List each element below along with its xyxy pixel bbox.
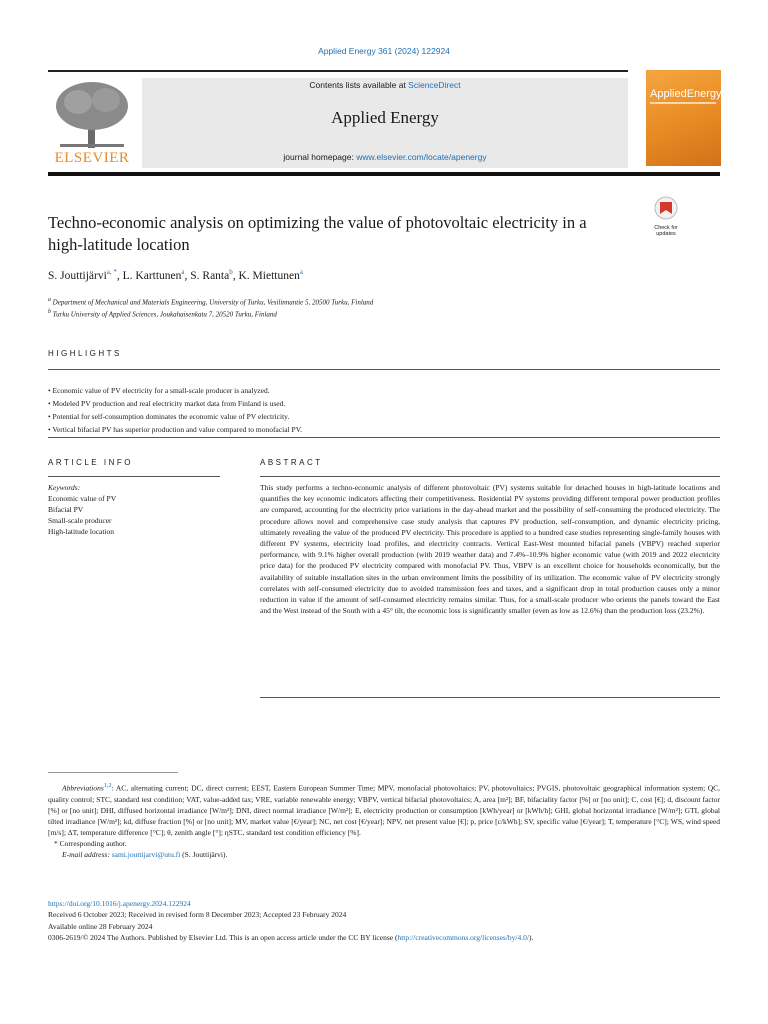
cover-title: AppliedEnergy bbox=[650, 88, 722, 100]
affiliation-item bbox=[48, 307, 373, 319]
article-info-heading: ARTICLE INFO bbox=[48, 458, 133, 467]
email-label: E-mail address: bbox=[62, 849, 112, 859]
abbreviations-text: : AC, alternating current; DC, direct current; EEST, Eastern European Summer Time; MPV, monofacial photovoltaics; PV, photovoltaics; PVGIS, photovoltaic geographical information system; QC, quality control; STC, standard test condition; VAT, value-added tax; VRE, variable renewable energy; VBPV, vertical bifacial photovoltaics; A, area [m²]; BF, bifaciality factor [%] or [no unit]; C, cost [€]; d, discount factor [%] or [no unit]; DHI, diffused horizontal irradiance [W/m²]; DNI, direct normal irradiance [W/m²]; E, electricity production or consumption [kWh/year] or [kWh/h]; GHI, global horizontal irradiance [W/m²]; GTI, global tilted irradiance [W/m²]; kd, diffuse fraction [%] or [no unit]; MV, market value [€/year]; NC, net cost [€/year]; NPV, net present value [€]; p, price [c/kWh]; SV, specific value [€/year]; T, temperature [°C]; WS, wind speed [m/s]; ΔT, temperature difference [°C]; θ, zenith angle [°]; ηSTC, standard test condition efficiency [%]. bbox=[48, 783, 720, 837]
journal-cover[interactable] bbox=[646, 70, 721, 166]
author-list: S. Jouttijärvi$^{a, *}$, L. Karttunen$^a$, S. Ranta$^b$, K. Miettunen$^a$ bbox=[48, 268, 303, 282]
publication-info bbox=[48, 898, 728, 944]
highlight-item: • Modeled PV production and real electricity market data from Finland is used. bbox=[48, 399, 286, 408]
header-top-rule bbox=[48, 70, 628, 72]
highlight-item: • Economic value of PV electricity for a small-scale producer is analyzed. bbox=[48, 386, 270, 395]
header-bottom-rule bbox=[48, 172, 720, 176]
homepage-prefix: journal homepage: bbox=[283, 152, 357, 162]
keywords-block bbox=[48, 482, 116, 537]
abstract-bottom-rule bbox=[260, 697, 720, 698]
keyword-item[interactable]: Economic value of PV bbox=[48, 494, 117, 503]
corresponding-note: * Corresponding author. bbox=[54, 838, 127, 848]
abbreviations-ref[interactable]: 1,2 bbox=[103, 782, 112, 789]
copyright-prefix: 0306-2619/© 2024 The Authors. Published by Elsevier Ltd. This is an open access article under the CC BY license ( bbox=[48, 933, 398, 943]
copyright-line bbox=[48, 932, 728, 943]
contents-prefix: Contents lists available at bbox=[309, 80, 409, 90]
highlight-item: • Potential for self-consumption dominates the economic value of PV electricity. bbox=[48, 412, 290, 421]
journal-homepage-link[interactable]: www.elsevier.com/locate/apenergy bbox=[356, 152, 487, 162]
email-suffix: (S. Jouttijärvi). bbox=[180, 849, 228, 859]
contents-line bbox=[142, 80, 628, 90]
email-note bbox=[48, 849, 720, 860]
footnotes bbox=[48, 780, 720, 860]
license-link[interactable]: http://creativecommons.org/licenses/by/4.0/ bbox=[397, 933, 529, 943]
check-for-updates-badge[interactable] bbox=[646, 196, 686, 237]
keyword-item[interactable]: Bifacial PV bbox=[48, 505, 84, 514]
article-title: Techno-economic analysis on optimizing the value of photovoltaic electricity in a high-latitude location bbox=[48, 213, 587, 254]
highlights-bottom-rule bbox=[48, 437, 720, 438]
author-name[interactable]: S. Jouttijärvi bbox=[48, 269, 107, 282]
author-name[interactable]: S. Ranta bbox=[190, 269, 230, 282]
highlights-heading: HIGHLIGHTS bbox=[48, 349, 122, 358]
article-info-rule bbox=[48, 476, 220, 477]
elsevier-wordmark: ELSEVIER bbox=[54, 150, 130, 166]
highlights-list bbox=[48, 384, 302, 436]
keyword-item[interactable]: Small-scale producer bbox=[48, 516, 112, 525]
journal-banner bbox=[142, 78, 628, 168]
abstract-heading: ABSTRACT bbox=[260, 458, 323, 467]
affiliation-text: Turku University of Applied Sciences, Joukahaisenkatu 7, 20520 Turku, Finland bbox=[52, 310, 277, 319]
highlights-top-rule bbox=[48, 369, 720, 370]
author-name[interactable]: L. Karttunen bbox=[122, 269, 182, 282]
keywords-label: Keywords: bbox=[48, 483, 81, 492]
affiliation-item bbox=[48, 295, 373, 307]
check-updates-label: Check for updates bbox=[654, 225, 678, 237]
homepage-line bbox=[142, 152, 628, 162]
received-dates: Received 6 October 2023; Received in revised form 8 December 2023; Accepted 23 February 2024 bbox=[48, 910, 347, 920]
abbreviations-footnote bbox=[48, 780, 720, 838]
author-affil-mark[interactable]: b bbox=[229, 268, 233, 276]
email-link[interactable]: sami.jouttijarvi@utu.fi bbox=[111, 849, 181, 859]
journal-name: Applied Energy bbox=[331, 108, 439, 127]
affiliation-mark: a bbox=[48, 297, 51, 303]
author-affil-mark[interactable]: a bbox=[181, 268, 185, 276]
highlight-item: • Vertical bifacial PV has superior production and value compared to monofacial PV. bbox=[48, 425, 303, 434]
abstract-rule bbox=[260, 476, 720, 477]
journal-reference[interactable]: Applied Energy 361 (2024) 122924 bbox=[318, 46, 450, 56]
author-affil-mark[interactable]: a bbox=[299, 268, 303, 276]
affiliation-mark: b bbox=[48, 309, 51, 316]
affiliations bbox=[48, 295, 373, 320]
doi-link[interactable]: https://doi.org/10.1016/j.apenergy.2024.122924 bbox=[48, 899, 191, 908]
author-name[interactable]: K. Miettunen bbox=[238, 269, 300, 282]
sciencedirect-link[interactable]: ScienceDirect bbox=[408, 80, 461, 90]
available-online: Available online 28 February 2024 bbox=[48, 921, 153, 931]
check-updates-icon bbox=[646, 196, 686, 220]
cover-rule bbox=[650, 102, 716, 104]
copyright-suffix: ). bbox=[528, 933, 534, 943]
elsevier-logo[interactable] bbox=[48, 78, 136, 168]
masthead bbox=[48, 78, 628, 168]
affiliation-text: Department of Mechanical and Materials Engineering, University of Turku, Vesilinnantie 5, 20500 Turku, Finland bbox=[52, 298, 374, 307]
footnote-rule bbox=[48, 772, 178, 773]
abbreviations-label: Abbreviations bbox=[62, 783, 104, 793]
abstract-text: This study performs a techno-economic analysis of different photovoltaic (PV) systems suitable for detached houses in high-latitude locations and quantifies the key economic indicators affecting their competitiveness. Residential PV systems providing different temporal power production profiles are compared, accounting for the electricity price variations in the day-ahead market and the possibility of self-consuming the produced electricity. The procedure allows novel and comprehensive case study analysis that captures PV production, self-consumption, and dynamic electricity pricing, ultimately revealing the value of the produced PV electricity. This procedure is applied to a hundred case studies representing single-family houses with different PV systems, electricity load profiles, and electricity contracts. Vertical East-West mounted bifacial panels (VBPV) reached superior performance, with 9.1% higher overall production (with 2019 weather data) and 7.4%–10.9% higher economic value (with 2019 and 2022 electricity price data) for the produced PV electricity compared with monofacial PV. Thus, VBPV is an excellent choice for households economically, but the availability of suitable installation sites in the urban environment limits the possibility of its utilization. The economic value of PV electricity strongly correlates with self-consumed electricity due to avoided transmission fees and taxes, and a significant drop in total production causes only a minor reduction in value if the amount of self-consumed electricity remains similar. Thus, for a small-scale producer who orients the panels toward the East and the West instead of the South with a 45° tilt, the economic loss is significantly smaller (even as low as 12.6%) than the production loss (23.2%). bbox=[260, 483, 720, 616]
keyword-item[interactable]: High-latitude location bbox=[48, 527, 115, 536]
author-affil-mark[interactable]: a, * bbox=[106, 268, 117, 276]
